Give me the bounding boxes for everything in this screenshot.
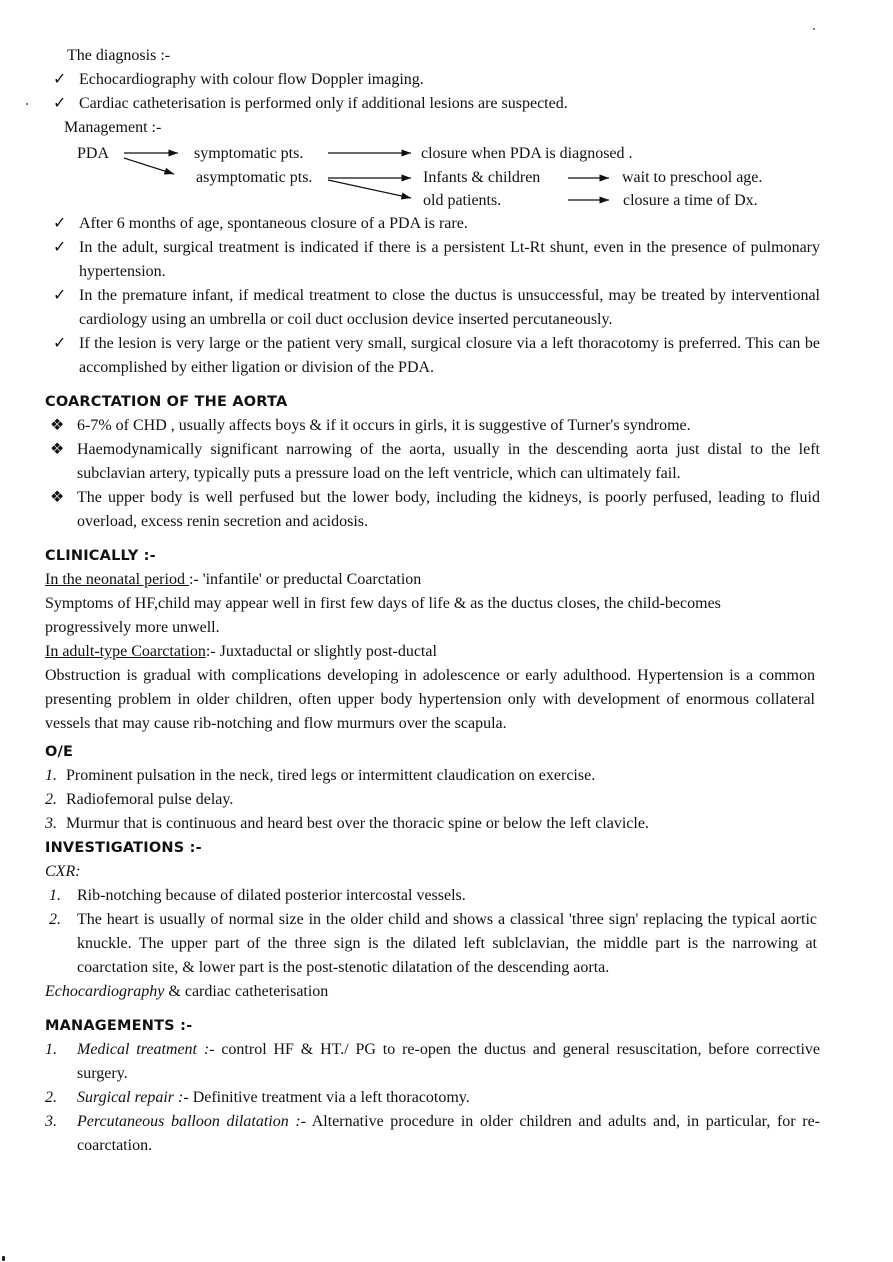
diamond-icon: ❖ [50, 489, 65, 506]
neonatal-label: In the neonatal period [45, 571, 189, 588]
check-icon: ✓ [53, 335, 67, 352]
flow-asymptomatic: asymptomatic pts. [196, 169, 313, 186]
coarctation-item: ❖ The upper body is well perfused but the lower body, including the kidneys, is poorly perfused, leading to fluid overload, excess renin secretion and acidosis. [45, 486, 820, 534]
investigations-heading: INVESTIGATIONS :- [45, 840, 202, 856]
flow-pda: PDA [77, 145, 110, 162]
management-item: ✓ In the adult, surgical treatment is indicated if there is a persistent Lt-Rt shunt, even in the presence of pulmonary hypertension. [47, 236, 820, 284]
check-icon: ✓ [53, 71, 67, 88]
management-item: ✓ In the premature infant, if medical treatment to close the ductus is unsuccessful, may be treated by interventional cardiology using an umbrella or coil duct occlusion device inserted percutaneously. [47, 284, 820, 332]
clinically-heading: CLINICALLY :- [45, 548, 156, 564]
flow-old: old patients. [423, 192, 502, 209]
managements-item: 1. Medical treatment :- control HF & HT./ PG to re-open the ductus and general resuscitation, before corrective surgery. [45, 1041, 820, 1082]
coarctation-heading: COARCTATION OF THE AORTA [45, 394, 288, 410]
oe-item: 3. Murmur that is continuous and heard best over the thoracic spine or below the left clavicle. [45, 815, 649, 832]
management-item: ✓ If the lesion is very large or the patient very small, surgical closure via a left thoracotomy is preferred. This can be accomplished by either ligation or division of the PDA. [47, 332, 820, 380]
oe-item: 1. Prominent pulsation in the neck, tired legs or intermittent claudication on exercise. [45, 767, 596, 784]
investigation-item: 1. Rib-notching because of dilated posterior intercostal vessels. [49, 887, 466, 904]
diagnosis-item: ✓ Cardiac catheterisation is performed only if additional lesions are suspected. [47, 92, 820, 116]
arrow-icon [328, 180, 411, 198]
check-icon: ✓ [53, 287, 67, 304]
pda-management-flow [45, 140, 820, 212]
echo-line: Echocardiography & cardiac catheterisation [45, 983, 329, 1000]
diamond-icon: ❖ [50, 441, 65, 458]
coarctation-item: ❖ Haemodynamically significant narrowing of the aorta, usually in the descending aorta just distal to the left subclavian artery, typically puts a pressure load on the left ventricle, which can ultimately fail. [45, 438, 820, 486]
check-icon: ✓ [53, 95, 67, 112]
managements-heading: MANAGEMENTS :- [45, 1018, 193, 1034]
diagnosis-item: ✓ Echocardiography with colour flow Doppler imaging. [47, 68, 820, 92]
scan-speck [26, 103, 28, 105]
oe-item: 2. Radiofemoral pulse delay. [45, 791, 234, 808]
flow-infants: Infants & children [423, 169, 541, 186]
adult-label: In adult-type Coarctation [45, 643, 206, 660]
arrow-icon [124, 158, 174, 174]
scan-speck [813, 28, 815, 30]
document-page [45, 44, 820, 1158]
cxr-label: CXR: [45, 863, 81, 880]
managements-item: 3. Percutaneous balloon dilatation :- Alternative procedure in older children and adults and, in particular, for re-coarctation. [45, 1113, 820, 1154]
flow-closure-dx: closure a time of Dx. [623, 192, 758, 209]
management-item: ✓ After 6 months of age, spontaneous closure of a PDA is rare. [47, 212, 820, 236]
flow-preschool: wait to preschool age. [622, 169, 763, 186]
flow-closure: closure when PDA is diagnosed . [421, 145, 633, 162]
check-icon: ✓ [53, 239, 67, 256]
scan-speck [2, 1256, 5, 1261]
flow-symptomatic: symptomatic pts. [194, 145, 304, 162]
managements-item: 2. Surgical repair :- Definitive treatment via a left thoracotomy. [45, 1089, 470, 1106]
neonatal-text: Symptoms of HF,child may appear well in first few days of life & as the ductus closes, the child-becomes progressively more unwell. [45, 595, 721, 636]
check-icon: ✓ [53, 215, 67, 232]
diagnosis-title: The diagnosis :- [67, 47, 171, 64]
management-title: Management :- [64, 119, 162, 136]
diamond-icon: ❖ [50, 417, 65, 434]
coarctation-item: ❖ 6-7% of CHD , usually affects boys & if it occurs in girls, it is suggestive of Turner's syndrome. [45, 414, 820, 438]
adult-line: In adult-type Coarctation:- Juxtaductal or slightly post-ductal [45, 643, 437, 660]
oe-heading: O/E [45, 744, 74, 760]
adult-text: Obstruction is gradual with complications developing in adolescence or early adulthood. Hypertension is a common presenting problem in older children, often upper body hypertension only with development of enormous collateral vessels that may cause rib-notching and flow murmurs over the scapula. [45, 667, 815, 732]
investigation-item: 2. The heart is usually of normal size in the older child and shows a classical 'three sign' replacing the typical aortic knuckle. The upper part of the three sign is the dilated left sublclavian, the middle part is the narrowing at coarctation site, & lower part is the post-stenotic dilatation of the descending aorta. [49, 911, 817, 976]
neonatal-line: In the neonatal period :- 'infantile' or preductal Coarctation [45, 571, 422, 588]
